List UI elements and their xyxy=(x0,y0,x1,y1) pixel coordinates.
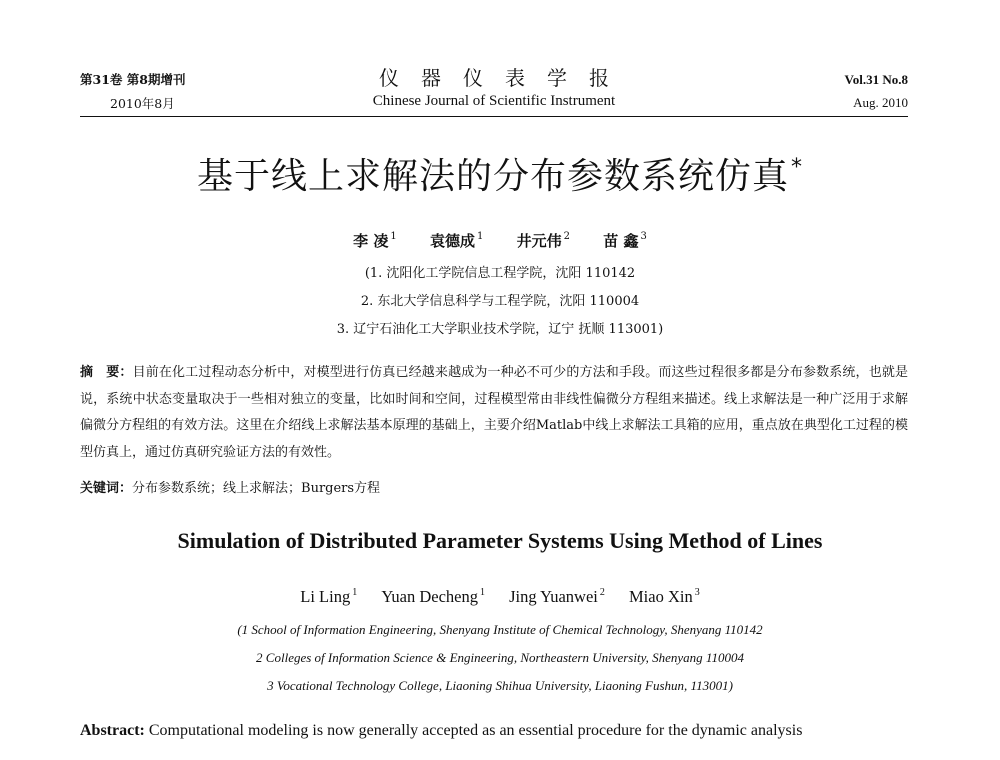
author-name: 井元伟 xyxy=(516,232,562,250)
author-en xyxy=(381,587,485,607)
author-name: Miao Xin xyxy=(629,587,693,606)
author-cn xyxy=(603,230,647,251)
affiliation-en: 3 Vocational Technology College, Liaoning Shihua University, Liaoning Fushun, 113001) xyxy=(267,678,733,693)
author-name: Li Ling xyxy=(300,587,351,606)
author-affiliation-mark: 1 xyxy=(477,231,484,242)
keywords-cn-label: 关键词： xyxy=(80,481,133,496)
author-affiliation-mark: 1 xyxy=(352,587,358,598)
paper-title-en: Simulation of Distributed Parameter Systems Using Method of Lines xyxy=(177,528,823,553)
journal-title-cn: 仪器仪表学报 xyxy=(379,66,631,90)
author-name: Yuan Decheng xyxy=(381,587,478,606)
author-affiliation-mark: 3 xyxy=(694,587,700,598)
abstract-cn-text: 目前在化工过程动态分析中，对模型进行仿真已经越来越成为一种必不可少的方法和手段。而这些过程很多都是分布参数系统，也就是说，系统中状态变量取决于一些相对独立的变量，比如时间和空间，过程模型常由非线性偏微分方程组来描述。线上求解法是一种广泛用于求解偏微分方程组的有效方法。这里在介绍线上求解法基本原理的基础上，主要介绍Matlab中线上求解法工具箱的应用，重点放在典型化工过程的模型仿真上，通过仿真研究验证方法的有效性。 xyxy=(80,365,908,460)
author-affiliation-mark: 2 xyxy=(599,587,605,598)
journal-header xyxy=(80,60,908,118)
author-cn xyxy=(517,230,570,251)
author-name: 李 凌 xyxy=(353,232,389,250)
paper-title-cn-text: 基于线上求解法的分布参数系统仿真 xyxy=(196,156,789,197)
volume-issue-cn: 第31卷 第8期增刊 xyxy=(80,72,186,87)
author-list-cn xyxy=(0,230,1000,251)
author-name: Jing Yuanwei xyxy=(509,587,598,606)
author-affiliation-mark: 1 xyxy=(390,231,397,242)
volume-issue-en: Vol.31 No.8 xyxy=(844,72,908,87)
author-en xyxy=(509,587,605,607)
author-cn xyxy=(430,230,483,251)
author-name: 苗 鑫 xyxy=(603,232,639,250)
paper-title-cn xyxy=(0,148,1000,199)
author-en xyxy=(300,587,357,607)
abstract-cn-label: 摘 要： xyxy=(80,365,133,380)
journal-title-en: Chinese Journal of Scientific Instrument xyxy=(372,93,616,109)
header-divider xyxy=(80,116,908,117)
issue-date-cn: 2010年8月 xyxy=(110,96,175,111)
title-footnote-mark: * xyxy=(791,155,803,180)
affiliation-en: 2 Colleges of Information Science & Engineering, Northeastern University, Shenyang 110004 xyxy=(256,650,744,665)
abstract-cn xyxy=(80,360,908,466)
affiliation-cn: 3. 辽宁石油化工大学职业技术学院，辽宁 抚顺 113001) xyxy=(336,322,664,337)
author-name: 袁德成 xyxy=(429,232,475,250)
author-affiliation-mark: 3 xyxy=(640,231,647,242)
keywords-cn-text: 分布参数系统；线上求解法；Burgers方程 xyxy=(132,481,381,496)
abstract-en-label: Abstract: xyxy=(80,722,145,739)
author-list-en xyxy=(0,587,1000,607)
abstract-en xyxy=(80,722,908,740)
keywords-cn xyxy=(80,477,908,496)
affiliation-en: (1 School of Information Engineering, Shenyang Institute of Chemical Technology, Shenyang 110142 xyxy=(237,622,763,637)
author-affiliation-mark: 2 xyxy=(563,231,570,242)
issue-date-en: Aug. 2010 xyxy=(853,95,908,110)
author-cn xyxy=(353,230,397,251)
author-affiliation-mark: 1 xyxy=(480,587,485,598)
affiliation-cn: (1. 沈阳化工学院信息工程学院，沈阳 110142 xyxy=(364,266,636,281)
affiliation-cn: 2. 东北大学信息科学与工程学院，沈阳 110004 xyxy=(360,294,640,309)
author-en xyxy=(629,587,700,607)
abstract-en-text: Computational modeling is now generally accepted as an essential procedure for the dynamic analysis xyxy=(148,722,803,739)
